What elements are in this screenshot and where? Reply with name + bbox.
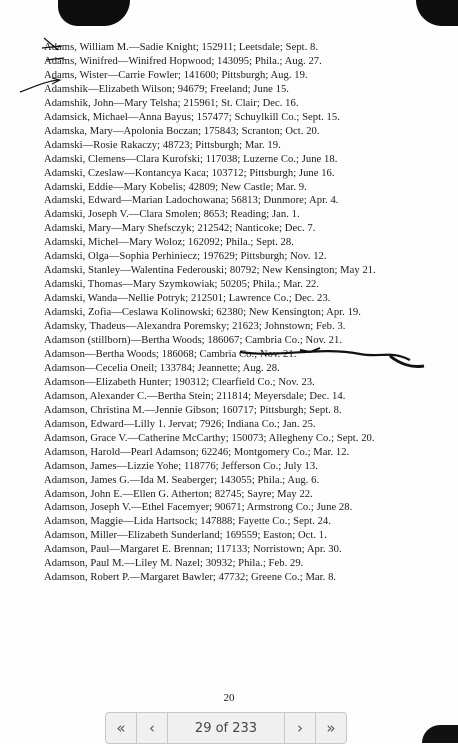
index-entry: Adamska, Mary—Apolonia Boczan; 175843; Scranton; Oct. 20.: [44, 125, 320, 137]
scan-dark-corner-bottom-right: [422, 725, 458, 743]
last-page-button[interactable]: [315, 713, 346, 743]
first-page-button[interactable]: [106, 713, 137, 743]
index-entry: Adamski, Zofia—Ceslawa Kolinowski; 62380; New Kensington; Apr. 19.: [44, 307, 361, 319]
index-entry: Adamson (stillborn)—Bertha Woods; 186067; Cambria Co.; Nov. 21.: [44, 335, 343, 347]
index-entry: Adamson—Elizabeth Hunter; 190312; Clearfield Co.; Nov. 23.: [44, 376, 315, 388]
index-entry: Adamson, Miller—Elizabeth Sunderland; 169559; Easton; Oct. 1.: [44, 530, 327, 542]
index-entry: Adamson, Grace V.—Catherine McCarthy; 150073; Allegheny Co.; Sept. 20.: [44, 432, 375, 444]
scan-dark-corner-top-left: [58, 0, 130, 26]
index-entry: Adamski, Stanley—Walentina Federouski; 80792; New Kensington; May 21.: [44, 265, 376, 277]
index-entry: Adamson, Paul—Margaret E. Brennan; 117133; Norristown; Apr. 30.: [44, 544, 342, 556]
index-entry: Adams, Wister—Carrie Fowler; 141600; Pittsburgh; Aug. 19.: [44, 69, 308, 81]
index-entry: Adamshik, John—Mary Telsha; 215961; St. Clair; Dec. 16.: [44, 97, 299, 109]
index-entry: Adamski, Clemens—Clara Kurofski; 117038; Luzerne Co.; June 18.: [44, 153, 338, 165]
index-entry: Adamson, Alexander C.—Bertha Stein; 211814; Meyersdale; Dec. 14.: [44, 390, 346, 402]
index-entry: Adamski, Eddie—Mary Kobelis; 42809; New Castle; Mar. 9.: [44, 181, 307, 193]
index-entry: Adamsky, Thadeus—Alexandra Poremsky; 21623; Johnstown; Feb. 3.: [44, 321, 346, 333]
index-entry: Adamson, Paul M.—Liley M. Nazel; 30932; Phila.; Feb. 29.: [44, 558, 304, 570]
index-entry: Adamson, Edward—Lilly 1. Jervat; 7926; Indiana Co.; Jan. 25.: [44, 418, 316, 430]
index-entry: Adamson—Cecelia Oneil; 133784; Jeannette; Aug. 28.: [44, 362, 280, 374]
index-entry: Adamson, Harold—Pearl Adamson; 62246; Montgomery Co.; Mar. 12.: [44, 446, 350, 458]
index-entry: Adams, Winifred—Winifred Hopwood; 143095; Phila.; Aug. 27.: [44, 55, 322, 67]
index-entry: Adamson, Christina M.—Jennie Gibson; 160717; Pittsburgh; Sept. 8.: [44, 404, 342, 416]
double-chevron-left-icon: «: [116, 719, 126, 737]
index-entry: Adamski, Michel—Mary Woloz; 162092; Phila.; Sept. 28.: [44, 237, 294, 249]
index-entry: Adamski, Czeslaw—Kontancya Kaca; 103712; Pittsburgh; June 16.: [44, 167, 335, 179]
next-page-button[interactable]: [284, 713, 315, 743]
index-entry: Adamson, John E.—Ellen G. Atherton; 82745; Sayre; May 22.: [44, 488, 313, 500]
index-entry: Adamsick, Michael—Anna Bayus; 157477; Schuylkill Co.; Sept. 15.: [44, 111, 340, 123]
index-entry: Adamson, James G.—Ida M. Seaberger; 143055; Phila.; Aug. 6.: [44, 474, 320, 486]
page-navigator: [105, 712, 347, 744]
index-entry: Adamski, Wanda—Nellie Potryk; 212501; Lawrence Co.; Dec. 23.: [44, 293, 331, 305]
index-entry: Adamski—Rosie Rakaczy; 48723; Pittsburgh; Mar. 19.: [44, 139, 281, 151]
index-entry: Adamski, Thomas—Mary Szymkowiak; 50205; Phila.; Mar. 22.: [44, 279, 320, 291]
index-entry: Adamson, James—Lizzie Yohe; 118776; Jefferson Co.; July 13.: [44, 460, 318, 472]
index-entry: Adamson—Bertha Woods; 186068; Cambria Co.; Nov. 21.: [44, 348, 297, 360]
index-entry: Adams, William M.—Sadie Knight; 152911; Leetsdale; Sept. 8.: [44, 42, 319, 53]
index-entry: Adamski, Joseph V.—Clara Smolen; 8653; Reading; Jan. 1.: [44, 209, 300, 221]
index-entry: Adamson, Robert P.—Margaret Bawler; 47732; Greene Co.; Mar. 8.: [44, 572, 337, 584]
page-number: 20: [223, 692, 235, 704]
index-entry: Adamshik—Elizabeth Wilson; 94679; Freeland; June 15.: [44, 83, 290, 95]
chevron-left-icon: ‹: [149, 719, 155, 737]
index-entry: Adamski, Mary—Mary Shefsczyk; 212542; Nanticoke; Dec. 7.: [44, 223, 316, 235]
chevron-right-icon: ›: [297, 719, 303, 737]
index-entries: [44, 41, 430, 585]
double-chevron-right-icon: »: [326, 719, 336, 737]
scan-dark-corner-top-right: [416, 0, 458, 26]
page-indicator: 29 of 233: [194, 720, 258, 736]
index-entry: Adamson, Joseph V.—Ethel Facemyer; 90671; Armstrong Co.; June 28.: [44, 502, 353, 514]
index-entry: Adamski, Edward—Marian Ladochowana; 56813; Dunmore; Apr. 4.: [44, 195, 339, 207]
index-entry: Adamson, Maggie—Lida Hartsock; 147888; Fayette Co.; Sept. 24.: [44, 516, 331, 528]
index-entry: Adamski, Olga—Sophia Perhiniecz; 197629; Pittsburgh; Nov. 12.: [44, 251, 327, 263]
previous-page-button[interactable]: [137, 713, 168, 743]
